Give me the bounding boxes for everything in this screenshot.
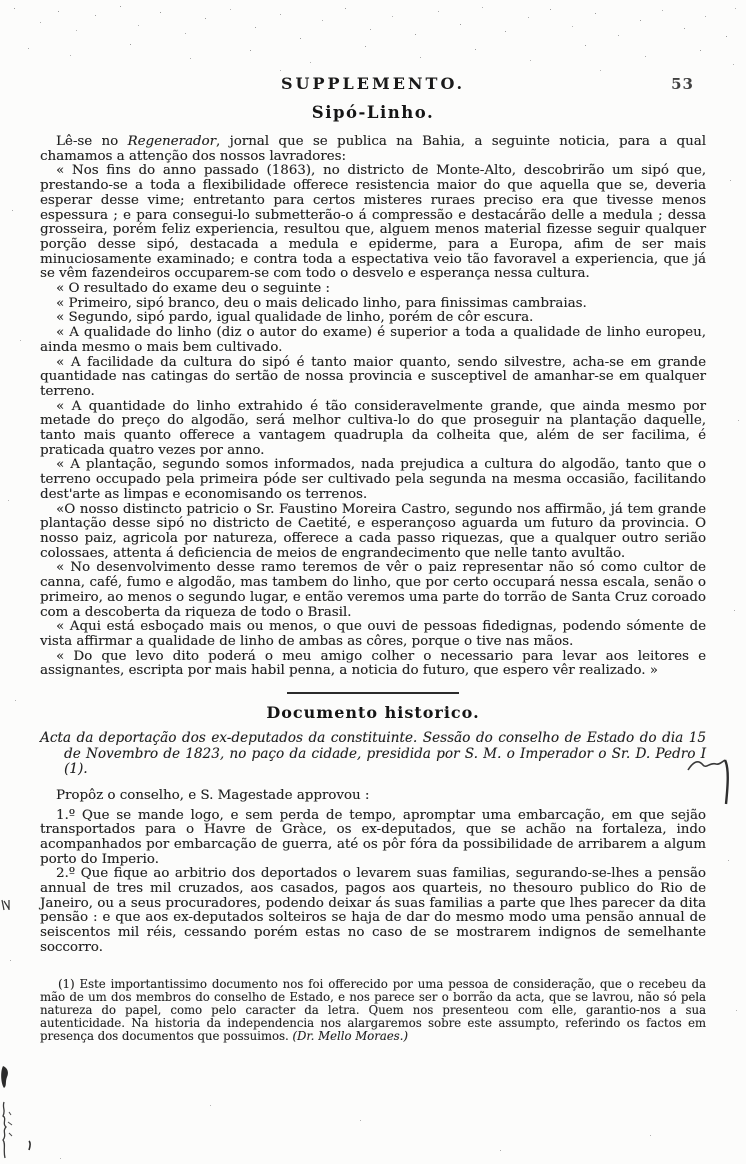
running-title: SUPPLEMENTO.	[280, 74, 466, 93]
page-content	[40, 74, 706, 1043]
page-header	[40, 74, 706, 96]
ink-squiggle-left-bottom	[0, 1100, 20, 1162]
document-lede: Acta da deportação dos ex-deputados da constituinte. Sessão do conselho de Estado do dia 15 de Novembro de 1823, no paço da cidade, presidida por S. M. o Imperador o Sr. D. Pedro I (1).	[40, 730, 706, 778]
intro-text-suffix: , jornal que se publica na Bahia, a seguinte noticia, para a qual chamamos a attenção dos nossos lavradores:	[40, 134, 706, 164]
paragraph: Propôz o conselho, e S. Magestade approvou :	[56, 787, 370, 803]
footnote-signature: (Dr. Mello Moraes.)	[292, 1028, 408, 1043]
paragraph: « O resultado do exame deu o seguinte :	[56, 281, 330, 297]
ink-speck-left-upper	[0, 898, 14, 914]
handwritten-ink-mark-right	[686, 754, 740, 806]
footnote	[40, 978, 706, 1043]
paragraph: « Primeiro, sipó branco, deu o mais delicado linho, para finissimas cambraias.	[56, 295, 587, 311]
footnote-text: (1) Este importantissimo documento nos foi offerecido por uma pessoa de consideração, que o recebeu da mão de um dos membros do conselho de Estado, e nos parece ser o borrão da acta, que se lavrou, não só pela natureza do papel, como pelo caracter da letra. Quem nos presenteou com elle, garantio-nos a sua autenticidade. Na historia da independencia nos alargaremos sobre este assumpto, referindo os factos em presença dos documentos que possuimos.	[40, 976, 706, 1043]
paragraph: « A facilidade da cultura do sipó é tanto maior quanto, sendo silvestre, acha-se em grande quantidade nas catingas do sertão de nossa provincia e susceptivel de amanhar-se em qualquer terreno.	[40, 354, 706, 399]
scan-noise-scattered	[0, 0, 1, 1]
paragraph: « Nos fins do anno passado (1863), no districto de Monte-Alto, descobrirão um sipó que, prestando-se a toda a flexibilidade offerece resistencia maior do que aquella que se, deveria esperar desse vime; entretanto para certos misteres ruraes preciso era que tivesse menos espessura ; e para consegui-lo submetterão-o á compressão e destacárão delle a medula ; dessa grosseira, porém feliz experiencia, resultou que, alguem menos material fizesse seguir qualquer porção desse sipó, destacada a medula e epiderme, para a Europa, afim de ser mais minuciosamente examinado; e contra toda a espectativa veio tão favoravel a experiencia, que já se vêm fazendeiros occuparem-se com todo o desvelo e esperança nessa cultura.	[40, 163, 706, 282]
page-number: 53	[671, 75, 694, 93]
ink-dot-bottom	[26, 1140, 34, 1152]
intro-text-prefix: Lê-se no	[56, 134, 128, 149]
paragraph: « A qualidade do linho (diz o autor do exame) é superior a toda a qualidade de linho europeu, ainda mesmo o mais bem cultivado.	[40, 325, 706, 355]
paragraph: « A quantidade do linho extrahido é tão consideravelmente grande, que ainda mesmo por metade do preço do algodão, será melhor cultiva-lo do que proseguir na plantação daquelle, tanto mais quanto offerece a vantagem quadrupla da colheita que, além de ser facilima, é praticada quatro vezes por anno.	[40, 398, 706, 458]
journal-name: Regenerador	[127, 134, 216, 149]
paragraph-decree-2: 2.º Que fique ao arbitrio dos deportados o levarem suas familias, segurando-se-lhes a pensão annual de tres mil cruzados, aos casados, pagos aos quarteis, no thesouro publico do Rio de Janeiro, ou a seus procuradores, podendo deixar ás suas familias a parte que lhes parecer da dita pensão : e que aos ex-deputados solteiros se haja de dar do mesmo modo uma pensão annual de seiscentos mil réis, cessando porém estas no caso de se mostrarem indignos de semelhante soccorro.	[40, 866, 706, 955]
article-title-documento-historico: Documento historico.	[266, 703, 480, 723]
paragraph-decree-1: 1.º Que se mande logo, e sem perda de tempo, apromptar uma embarcação, em que sejão transportados para o Havre de Gràce, os ex-deputados, que se achão na fortaleza, indo acompanhados por embarcação de guerra, até os pôr fóra da possibilidade de arribarem a algum porto do Imperio.	[40, 807, 706, 867]
paragraph: « A plantação, segundo somos informados, nada prejudica a cultura do algodão, tanto que o terreno occupado pela primeira póde ser cultivado pela segunda na mesma occasião, facilitando dest'arte as limpas e economisando os terrenos.	[40, 457, 706, 502]
paragraph: «O nosso distincto patricio o Sr. Faustino Moreira Castro, segundo nos affirmão, já tem grande plantação desse sipó no districto de Caetité, e esperançoso aguarda um futuro da provincia. O nosso paiz, agricola por natureza, offerece a cada passo riquezas, que a qualquer outro serião colossaes, attenta á deficiencia de meios de engrandecimento que nelle tanto avultão.	[40, 501, 706, 561]
ink-smudge-left	[0, 1064, 16, 1090]
paragraph: « No desenvolvimento desse ramo teremos de vêr o paiz representar não só como cultor de canna, café, fumo e algodão, mas tambem do linho, que por certo occupará nessa escala, senão o primeiro, ao menos o segundo lugar, e então veremos uma parte do torrão de Santa Cruz coroado com a descoberta da riqueza de todo o Brasil.	[40, 560, 706, 620]
paragraph-intro	[40, 135, 706, 164]
section-divider	[287, 692, 459, 694]
paragraph: « Aqui está esboçado mais ou menos, o que ouvi de pessoas fidedignas, podendo sómente de vista affirmar a qualidade de linho de ambas as côres, porque o tive nas mãos.	[40, 619, 706, 649]
paragraph: « Segundo, sipó pardo, igual qualidade de linho, porém de côr escura.	[56, 310, 534, 326]
paragraph: « Do que levo dito poderá o meu amigo colher o necessario para levar aos leitores e assignantes, escripta por mais habil penna, a noticia do futuro, que espero vêr realizado. »	[40, 648, 706, 679]
article-title-sipo-linho: Sipó-Linho.	[311, 103, 435, 122]
